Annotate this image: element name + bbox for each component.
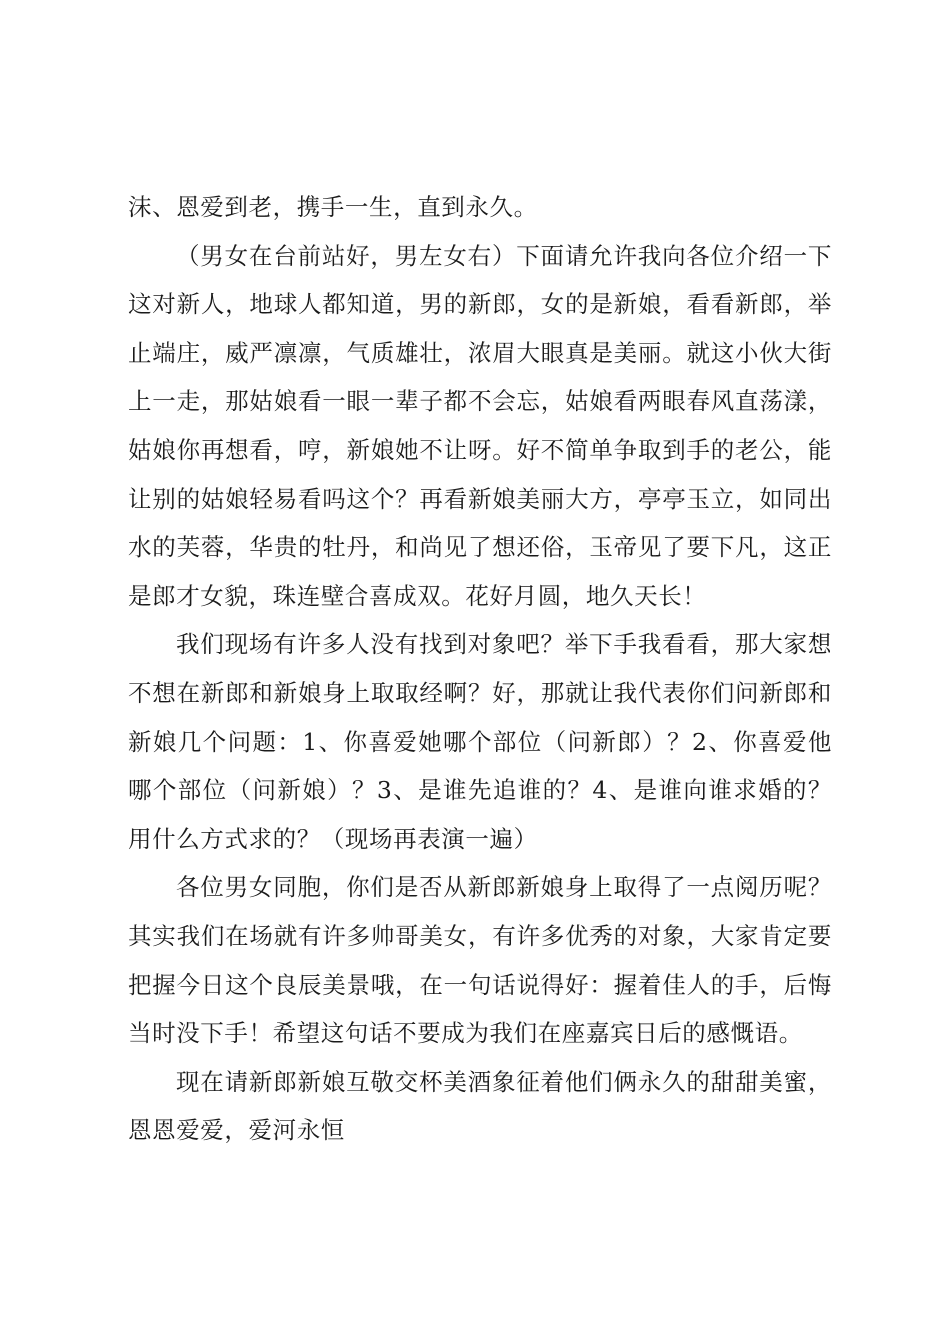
paragraph-toast: 现在请新郎新娘互敬交杯美酒象征着他们俩永久的甜甜美蜜，恩恩爱爱，爱河永恒 [128,1067,832,1145]
paragraph-questions: 我们现场有许多人没有找到对象吧？举下手我看看，那大家想不想在新郎和新娘身上取取经啊？好，那就让我代表你们问新郎和新娘几个问题：1、你喜爱她哪个部位（问新郎）？2、你喜爱他哪个部位（问新娘）？3、是谁先追谁的？4、是谁向谁求婚的？用什么方式求的？（现场再表演一遍） [128,630,832,853]
paragraph-continuation: 沫、恩爱到老，携手一生，直到永久。 [128,193,538,221]
document-body [128,183,832,1155]
paragraph-introduction: （男女在台前站好，男左女右）下面请允许我向各位介绍一下这对新人，地球人都知道，男的新郎，女的是新娘，看看新郎，举止端庄，威严凛凛，气质雄壮，浓眉大眼真是美丽。就这小伙大街上一走，那姑娘看一眼一辈子都不会忘，姑娘看两眼春风直荡漾，姑娘你再想看，哼，新娘她不让呀。好不简单争取到手的老公，能让别的姑娘轻易看吗这个？再看新娘美丽大方，亭亭玉立，如同出水的芙蓉，华贵的牡丹，和尚见了想还俗，玉帝见了要下凡，这正是郎才女貌，珠连壁合喜成双。花好月圆，地久天长！ [128,241,832,610]
paragraph-audience: 各位男女同胞，你们是否从新郎新娘身上取得了一点阅历呢？其实我们在场就有许多帅哥美女，有许多优秀的对象，大家肯定要把握今日这个良辰美景哦，在一句话说得好：握着佳人的手，后悔当时没下手！希望这句话不要成为我们在座嘉宾日后的感慨语。 [128,873,832,1048]
